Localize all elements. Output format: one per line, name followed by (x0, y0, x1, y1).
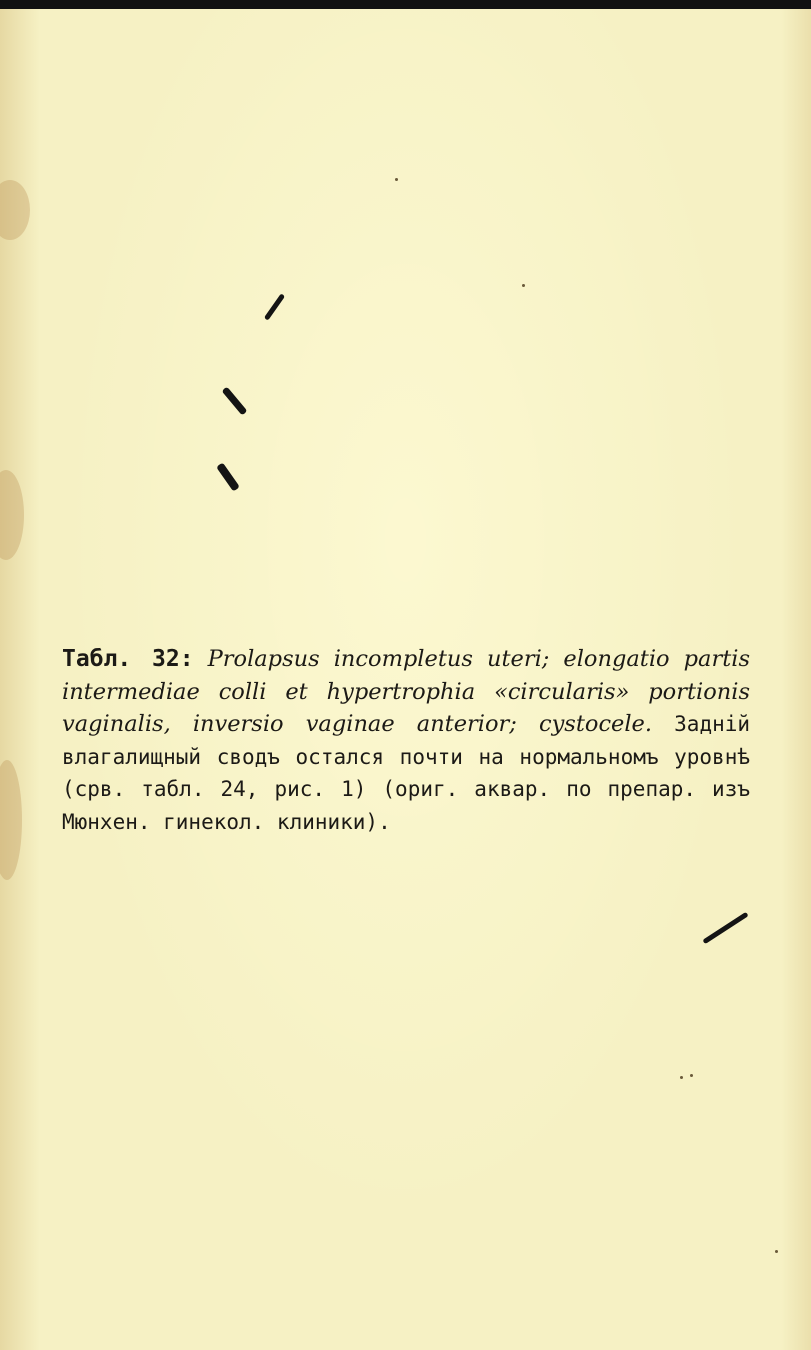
ink-mark (222, 386, 248, 415)
paper-speck (522, 284, 525, 287)
ink-mark (216, 462, 240, 491)
paper-stain (0, 180, 30, 240)
russian-description: Заднiй влагалищный сводъ остался почти на нормальномъ уровнѣ (срв. табл. 24, рис. 1) (ориг. аквар. по препар. изъ Мюнхен. гинекол. клиники). (62, 712, 751, 834)
table-label: Табл. 32: (62, 646, 194, 672)
paper-stain (0, 470, 24, 560)
paper-speck (775, 1250, 778, 1253)
latin-description: Prolapsus incompletus uteri; elongatio partis intermediae colli et hypertrophia «circularis» portionis vaginalis, inversio vaginae anterior; cystocele. (62, 646, 751, 737)
paper-stain (0, 760, 22, 880)
page-top-edge (0, 0, 811, 9)
ink-mark (702, 912, 748, 945)
ink-mark (264, 293, 285, 320)
paper-speck (680, 1076, 683, 1079)
paper-speck (690, 1074, 693, 1077)
paper-speck (395, 178, 398, 181)
figure-caption (62, 643, 750, 838)
